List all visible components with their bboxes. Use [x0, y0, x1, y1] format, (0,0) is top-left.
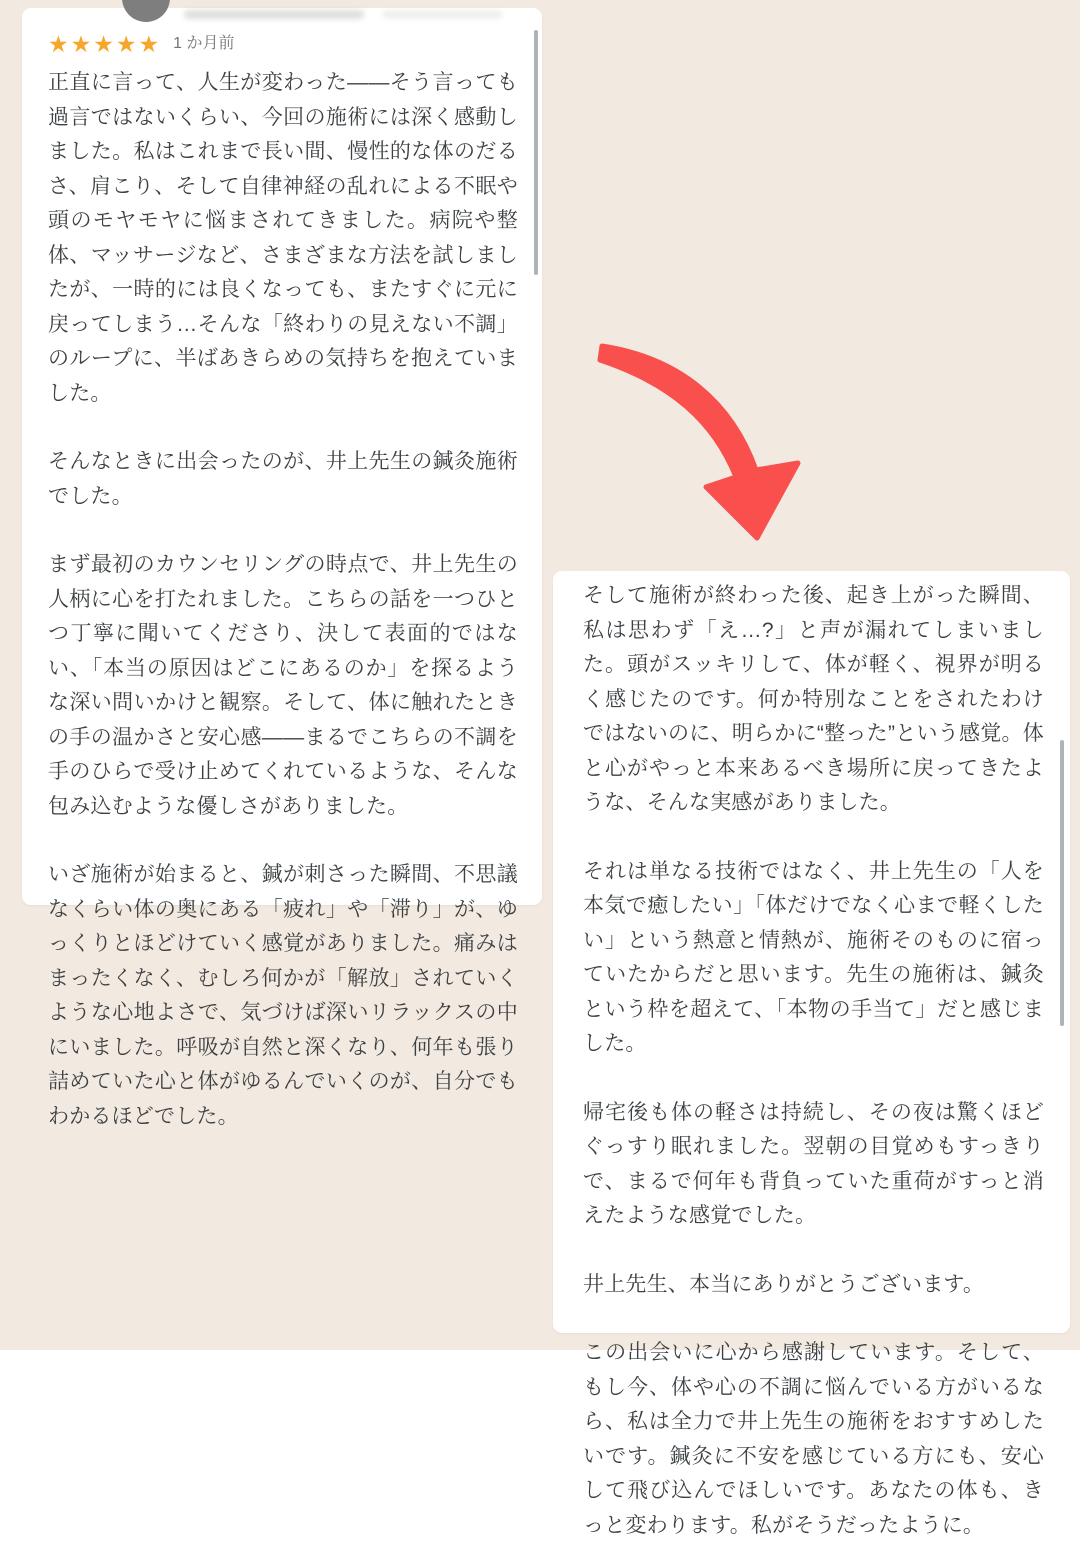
- curved-arrow-icon: [560, 330, 910, 580]
- review-date: 1 か月前: [173, 35, 235, 52]
- star-rating-icon: ★★★★★: [48, 30, 162, 57]
- review-paragraph: 井上先生、本当にありがとうございます。: [583, 1272, 985, 1296]
- review-paragraph: それは単なる技術ではなく、井上先生の「人を本気で癒したい」「体だけでなく心まで軽くしたい」という熱意と情熱が、施術そのものに宿っていたからだと思います。先生の施術は、鍼灸という枠を超えて、「本物の手当て」だと感じました。: [583, 859, 1044, 1055]
- review-card-top: [22, 8, 542, 1128]
- review-paragraph: 帰宅後も体の軽さは持続し、その夜は驚くほどぐっすり眠れました。翌朝の目覚めもすっきりで、まるで何年も背負っていた重荷がすっと消えたような感覚でした。: [583, 1100, 1044, 1227]
- scrollbar-thumb-top-card[interactable]: [534, 30, 538, 275]
- review-header: [48, 28, 518, 60]
- reviewer-meta-blurred: [382, 11, 502, 18]
- review-card-bottom: [553, 571, 1070, 1537]
- review-paragraph: そして施術が終わった後、起き上がった瞬間、私は思わず「え…?」と声が漏れてしまいました。頭がスッキリして、体が軽く、視界が明るく感じたのです。何か特別なことをされたわけではないのに、明らかに“整った”という感覚。体と心がやっと本来あるべき場所に戻ってきたような、そんな実感がありました。: [583, 584, 1044, 814]
- review-text-bottom: [583, 579, 1044, 1543]
- avatar[interactable]: [122, 0, 170, 22]
- review-text-top: [48, 66, 518, 1134]
- scrollbar-thumb-bottom-card[interactable]: [1060, 740, 1064, 1026]
- review-paragraph: この出会いに心から感謝しています。そして、もし今、体や心の不調に悩んでいる方がいるなら、私は全力で井上先生の施術をおすすめしたいです。鍼灸に不安を感じている方にも、安心して飛び込んでほしいです。あなたの体も、きっと変わります。私がそうだったように。: [583, 1341, 1044, 1537]
- review-paragraph: 正直に言って、人生が変わった——そう言っても過言ではないくらい、今回の施術には深く感動しました。私はこれまで長い間、慢性的な体のだるさ、肩こり、そして自律神経の乱れによる不眠や頭のモヤモヤに悩まされてきました。病院や整体、マッサージなど、さまざまな方法を試しましたが、一時的には良くなっても、またすぐに元に戻ってしまう…そんな「終わりの見えない不調」のループに、半ばあきらめの気持ちを抱えていました。: [48, 71, 518, 405]
- reviewer-name-blurred: [184, 10, 364, 19]
- review-paragraph: いざ施術が始まると、鍼が刺さった瞬間、不思議なくらい体の奥にある「疲れ」や「滞り」が、ゆっくりとほどけていく感覚がありました。痛みはまったくなく、むしろ何かが「解放」されていくような心地よさで、気づけば深いリラックスの中にいました。呼吸が自然と深くなり、何年も張り詰めていた心と体がゆるんでいくのが、自分でもわかるほどでした。: [48, 863, 518, 1128]
- review-paragraph: そんなときに出会ったのが、井上先生の鍼灸施術でした。: [48, 450, 518, 508]
- curved-arrow-path: [600, 346, 798, 538]
- arrow-container: [560, 330, 910, 580]
- review-paragraph: まず最初のカウンセリングの時点で、井上先生の人柄に心を打たれました。こちらの話を一つひとつ丁寧に聞いてくださり、決して表面的ではない、「本当の原因はどこにあるのか」を探るような深い問いかけと観察。そして、体に触れたときの手の温かさと安心感——まるでこちらの不調を手のひらで受け止めてくれているような、そんな包み込むような優しさがありました。: [48, 553, 518, 818]
